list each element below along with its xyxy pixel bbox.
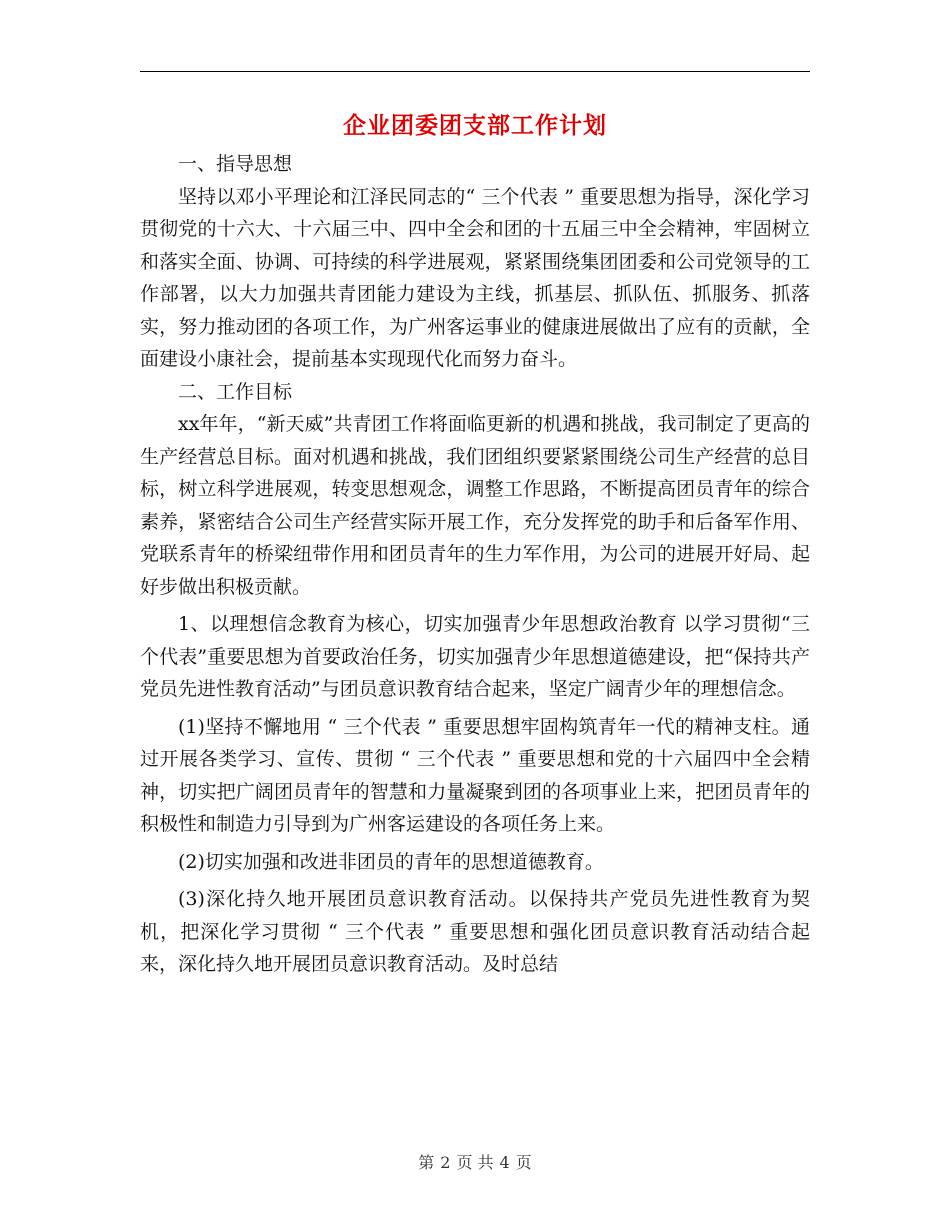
paragraph-guiding-thought: 坚持以邓小平理论和江泽民同志的“ 三个代表 ” 重要思想为指导，深化学习贯彻党的十六大、十六届三中、四中全会和团的十五届三中全会精神，牢固树立和落实全面、协调、可持续的科学进展观，紧紧围绕集团团委和公司党领导的工作部署，以大力加强共青团能力建设为主线，抓基层、抓队伍、抓服务、抓落实，努力推动团的各项工作，为广州客运事业的健康进展做出了应有的贡献，全面建设小康社会，提前基本实现现代化而努力奋斗。 — [140, 185, 810, 370]
header-rule — [140, 71, 810, 72]
section-heading-guiding-thought: 一、指导思想 — [178, 153, 293, 175]
footer-prefix: 第 — [418, 1153, 435, 1172]
footer-total-pages: 4 — [499, 1153, 510, 1172]
footer-middle: 页 共 — [456, 1153, 494, 1172]
paragraph-sub-item-2: (2)切实加强和改进非团员的青年的思想道德教育。 — [178, 850, 604, 873]
footer-current-page: 2 — [440, 1153, 451, 1172]
paragraph-sub-item-1: (1)坚持不懈地用 “ 三个代表 ” 重要思想牢固构筑青年一代的精神支柱。通过开展各类学习、宣传、贯彻 “ 三个代表 ” 重要思想和党的十六届四中全会精神，切实把广阔团员青年的智慧和力量凝聚到团的各项事业上来，把团员青年的积极性和制造力引导到为广州客运建设的各项任务上来。 — [140, 715, 810, 835]
document-title: 企业团委团支部工作计划 — [343, 112, 607, 139]
paragraph-item-1: 1、以理想信念教育为核心，切实加强青少年思想政治教育 以学习贯彻“三个代表”重要思想为首要政治任务，切实加强青少年思想道德建设，把“保持共产党员先进性教育活动”与团员意识教育结合起来，坚定广阔青少年的理想信念。 — [140, 613, 810, 700]
footer-suffix: 页 — [515, 1153, 532, 1172]
page-footer — [0, 1150, 950, 1173]
paragraph-work-goals: xx年年，“新天威”共青团工作将面临更新的机遇和挑战，我司制定了更高的生产经营总目标。面对机遇和挑战，我们团组织要紧紧围绕公司生产经营的总目标，树立科学进展观，转变思想观念，调整工作思路，不断提高团员青年的综合素养，紧密结合公司生产经营实际开展工作，充分发挥党的助手和后备军作用、党联系青年的桥梁纽带作用和团员青年的生力军作用，为公司的进展开好局、起好步做出积极贡献。 — [140, 413, 810, 598]
section-heading-work-goals: 二、工作目标 — [178, 380, 293, 403]
paragraph-sub-item-3: (3)深化持久地开展团员意识教育活动。以保持共产党员先进性教育为契机，把深化学习贯彻 “ 三个代表 ” 重要思想和强化团员意识教育活动结合起来，深化持久地开展团员意识教育活动。及时总结 — [140, 888, 810, 975]
document-body — [140, 148, 810, 981]
